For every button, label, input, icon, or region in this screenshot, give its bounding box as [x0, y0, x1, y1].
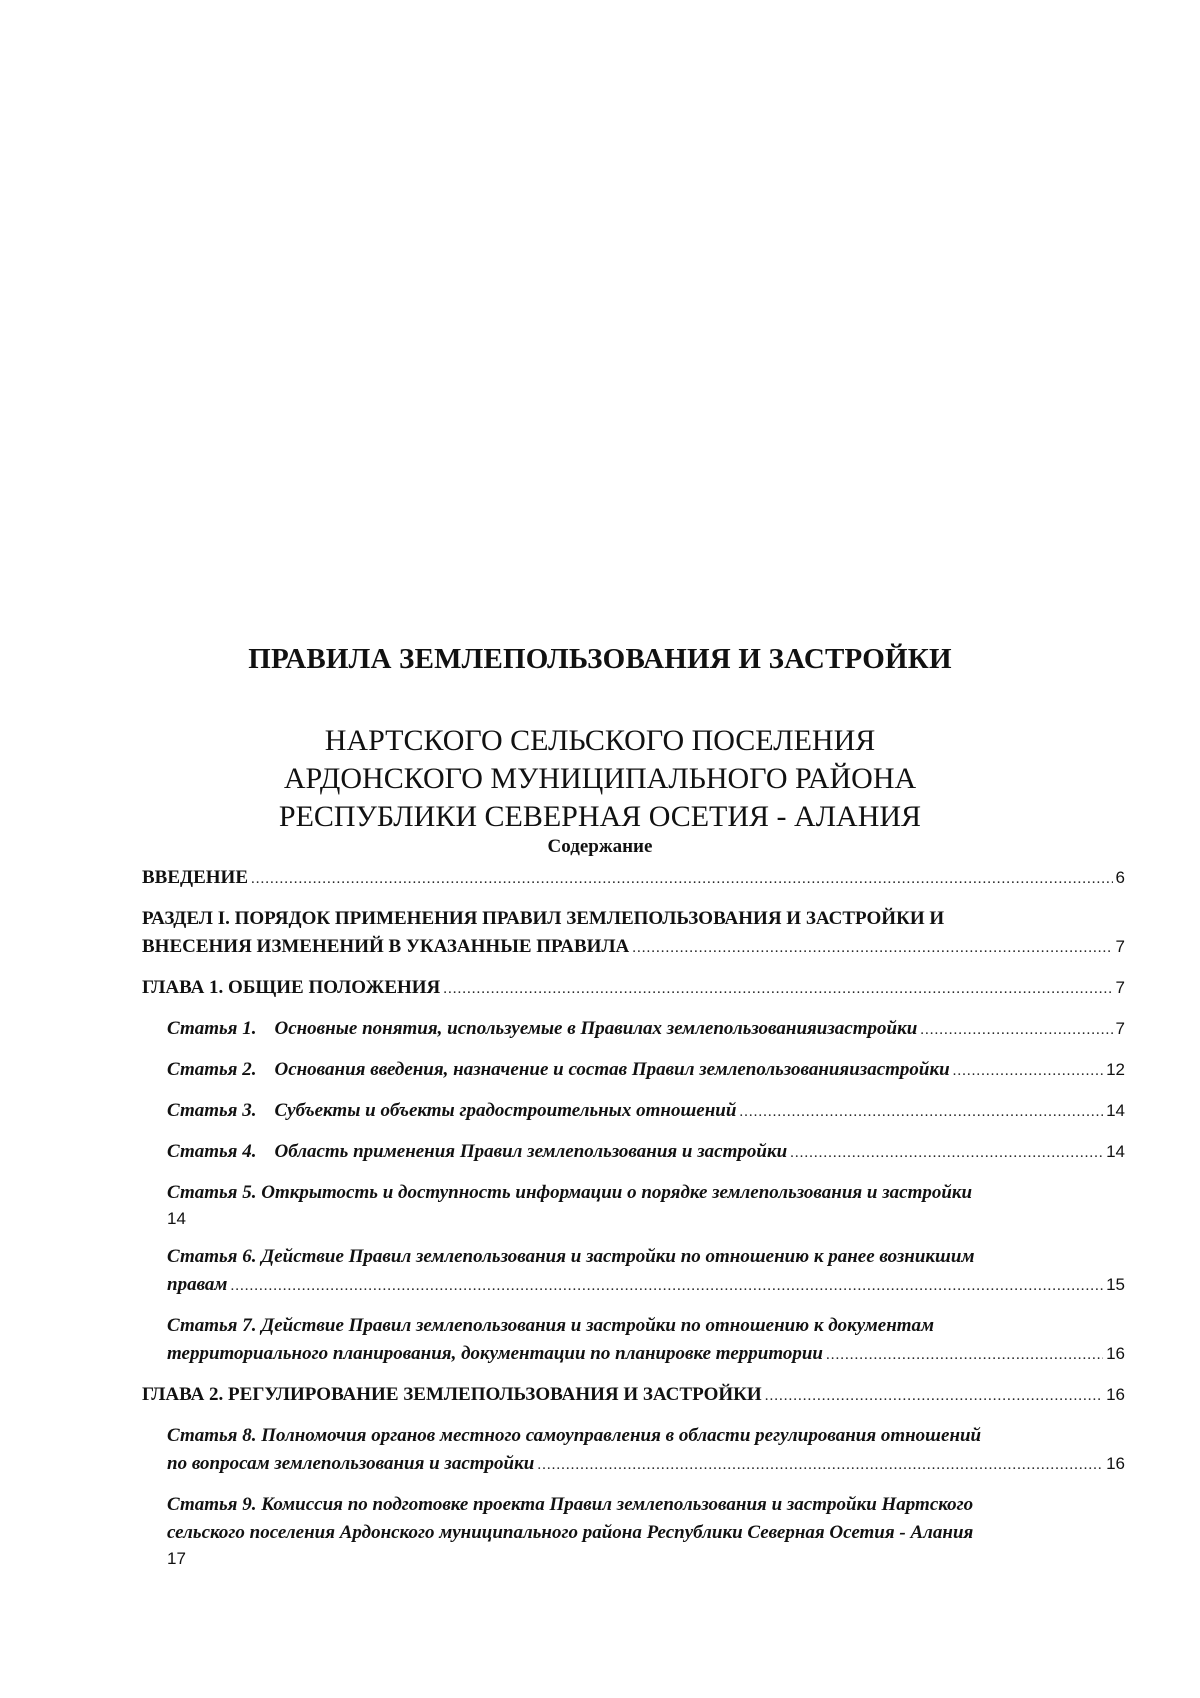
toc-entry-number: Статья 4. [167, 1141, 257, 1162]
toc-title: Содержание [547, 836, 653, 857]
toc-entry[interactable] [167, 1015, 1125, 1044]
toc-page-number: 7 [1115, 937, 1125, 956]
toc-entry-number: Статья 3. [167, 1100, 257, 1121]
toc-entry-text: Статья 5. Открытость и доступность информации о порядке землепользования и застройки [167, 1182, 973, 1203]
toc-entry[interactable] [142, 974, 1125, 1003]
toc-entry[interactable] [142, 905, 1125, 962]
toc-entry-line [167, 1340, 1125, 1369]
dot-leader [826, 1341, 1103, 1369]
toc-entry-text: Статья 6. Действие Правил землепользования и застройки по отношению к ранее возникшим [167, 1246, 975, 1267]
toc-page-number: 12 [1106, 1060, 1125, 1079]
toc-entry[interactable] [167, 1312, 1125, 1369]
toc-entry[interactable] [167, 1491, 1125, 1571]
toc-page-number: 16 [1106, 1454, 1125, 1473]
toc-entry-text: ГЛАВА 1. ОБЩИЕ ПОЛОЖЕНИЯ [142, 977, 441, 998]
toc-entry-text: сельского поселения Ардонского муниципального района Республики Северная Осетия - Алания [167, 1522, 974, 1543]
toc-entry-number: Статья 1. [167, 1018, 257, 1039]
toc-entry[interactable] [167, 1097, 1125, 1126]
toc-page-number: 6 [1115, 868, 1125, 887]
toc-page-number: 14 [1106, 1142, 1125, 1161]
toc-entry[interactable] [167, 1422, 1125, 1479]
dot-leader [765, 1382, 1103, 1410]
toc-entry-line [167, 1056, 1125, 1085]
toc-entry[interactable] [142, 1381, 1125, 1410]
dot-leader [953, 1057, 1103, 1085]
dot-leader [790, 1139, 1103, 1167]
dot-leader [739, 1098, 1103, 1126]
dot-leader [251, 865, 1113, 893]
dot-leader [230, 1272, 1103, 1300]
toc-page-number: 15 [1106, 1275, 1125, 1294]
document-title: ПРАВИЛА ЗЕМЛЕПОЛЬЗОВАНИЯ И ЗАСТРОЙКИ [248, 643, 952, 675]
table-of-contents [142, 864, 1125, 1583]
toc-entry[interactable] [167, 1243, 1125, 1300]
toc-entry-line [167, 1138, 1125, 1167]
toc-entry-line [167, 1097, 1125, 1126]
toc-page-number: 14 [167, 1209, 186, 1228]
toc-entry-label: Область применения Правил землепользования и застройки [274, 1141, 788, 1162]
toc-page-number: 16 [1106, 1344, 1125, 1363]
toc-page-number: 14 [1106, 1101, 1125, 1120]
toc-entry-text: ВВЕДЕНИЕ [142, 867, 248, 888]
toc-page-number: 7 [1115, 1019, 1125, 1038]
toc-entry-text [167, 1097, 736, 1125]
toc-entry-label: Субъекты и объекты градостроительных отношений [274, 1100, 737, 1121]
document-subtitle [0, 722, 1200, 836]
toc-page-number: 16 [1106, 1385, 1125, 1404]
toc-entry-line [142, 1381, 1125, 1410]
toc-entry-text: Статья 7. Действие Правил землепользования и застройки по отношению к документам [167, 1315, 935, 1336]
toc-page-number: 17 [167, 1549, 186, 1568]
toc-entry-line [142, 933, 1125, 962]
toc-entry-text [167, 1056, 950, 1084]
toc-entry-text: РАЗДЕЛ I. ПОРЯДОК ПРИМЕНЕНИЯ ПРАВИЛ ЗЕМЛЕПОЛЬЗОВАНИЯ И ЗАСТРОЙКИ И [142, 908, 945, 929]
toc-entry-label: Основания введения, назначение и состав Правил землепользованияизастройки [274, 1059, 950, 1080]
toc-entry[interactable] [167, 1138, 1125, 1167]
toc-entry-text [167, 1138, 787, 1166]
dot-leader [443, 975, 1112, 1003]
toc-entry-line [167, 1450, 1125, 1479]
toc-entry-text: по вопросам землепользования и застройки [167, 1453, 535, 1474]
toc-entry-text: Статья 9. Комиссия по подготовке проекта Правил землепользования и застройки Нартского [167, 1494, 974, 1515]
toc-entry-number: Статья 2. [167, 1059, 257, 1080]
toc-entry-text [167, 1015, 917, 1043]
toc-entry-text: территориального планирования, документации по планировке территории [167, 1343, 823, 1364]
toc-entry-line [167, 1015, 1125, 1044]
toc-entry-line [142, 974, 1125, 1003]
subtitle-line: АРДОНСКОГО МУНИЦИПАЛЬНОГО РАЙОНА [283, 762, 917, 795]
subtitle-line: НАРТСКОГО СЕЛЬСКОГО ПОСЕЛЕНИЯ [324, 724, 876, 757]
toc-entry-label: Основные понятия, используемые в Правилах землепользованияизастройки [274, 1018, 918, 1039]
toc-entry-text: правам [167, 1274, 228, 1295]
toc-entry-line [167, 1271, 1125, 1300]
dot-leader [920, 1016, 1112, 1044]
dot-leader [632, 934, 1112, 962]
toc-entry[interactable] [167, 1179, 1125, 1231]
toc-entry-text: ВНЕСЕНИЯ ИЗМЕНЕНИЙ В УКАЗАННЫЕ ПРАВИЛА [142, 936, 630, 957]
dot-leader [537, 1451, 1103, 1479]
toc-entry-text: ГЛАВА 2. РЕГУЛИРОВАНИЕ ЗЕМЛЕПОЛЬЗОВАНИЯ И ЗАСТРОЙКИ [142, 1384, 762, 1405]
toc-entry[interactable] [167, 1056, 1125, 1085]
subtitle-line: РЕСПУБЛИКИ СЕВЕРНАЯ ОСЕТИЯ - АЛАНИЯ [278, 800, 922, 833]
toc-entry-line [142, 864, 1125, 893]
toc-entry[interactable] [142, 864, 1125, 893]
toc-entry-text: Статья 8. Полномочия органов местного самоуправления в области регулирования отношений [167, 1425, 982, 1446]
toc-page-number: 7 [1115, 978, 1125, 997]
